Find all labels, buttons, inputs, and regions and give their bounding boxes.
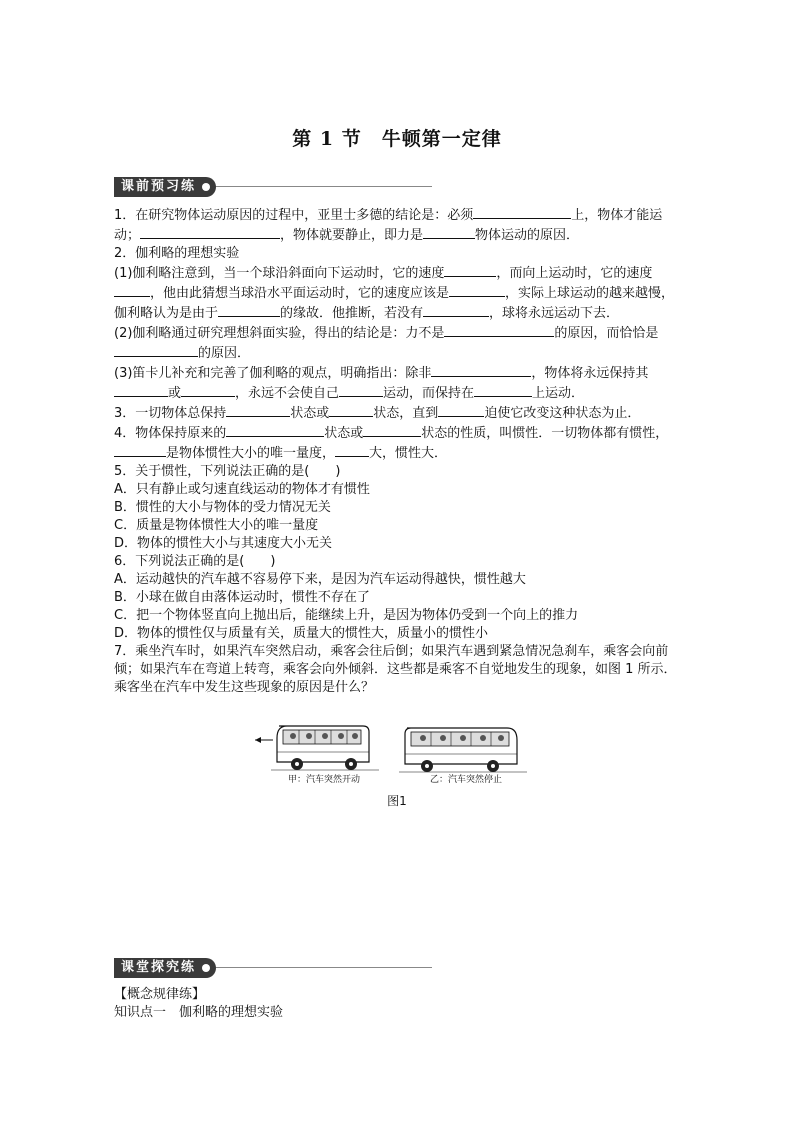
page-title: 第 1 节 牛顿第一定律 — [292, 128, 502, 150]
bullet-dot-icon — [202, 183, 210, 191]
fill-blank — [438, 403, 484, 417]
question-5-option-b: B．惯性的大小与物体的受力情况无关 — [114, 500, 331, 515]
fill-blank — [329, 403, 373, 417]
fill-blank — [431, 363, 531, 377]
fill-blank — [339, 383, 383, 397]
fill-blank — [226, 403, 290, 417]
fill-blank — [444, 263, 496, 277]
question-6-option-c: C．把一个物体竖直向上抛出后，能继续上升，是因为物体仍受到一个向上的推力 — [114, 608, 579, 623]
practice-heading: 【概念规律练】 — [114, 987, 206, 1002]
section-label-class — [114, 958, 216, 978]
question-5-option-c: C．质量是物体惯性大小的唯一量度 — [114, 518, 319, 533]
fill-blank — [473, 205, 571, 219]
figure-number: 图1 — [387, 794, 407, 808]
fill-blank — [423, 225, 475, 239]
fill-blank — [449, 283, 505, 297]
question-6-option-d: D．物体的惯性仅与质量有关，质量大的惯性大，质量小的惯性小 — [114, 626, 489, 641]
fill-blank — [114, 383, 168, 397]
section-header-pre — [114, 177, 432, 197]
question-5-option-a: A．只有静止或匀速直线运动的物体才有惯性 — [114, 482, 370, 497]
fill-blank — [140, 225, 280, 239]
question-5-option-d: D．物体的惯性大小与其速度大小无关 — [114, 536, 333, 551]
fill-blank — [444, 323, 554, 337]
question-2-heading: 2．伽利略的理想实验 — [114, 246, 240, 261]
fill-blank — [423, 303, 489, 317]
question-3: 3．一切物体总保持 状态或 状态，直到 迫使它改变这种状态为止． — [114, 403, 682, 423]
fill-blank — [226, 423, 324, 437]
fill-blank — [114, 443, 166, 457]
question-1: 1．在研究物体运动原因的过程中，亚里士多德的结论是：必须 上，物体才能运动； ，物体就要静止，即力是 物体运动的原因． — [114, 205, 682, 245]
section-divider — [214, 967, 432, 968]
fill-blank — [335, 443, 369, 457]
question-2-part-3: (3)笛卡儿补充和完善了伽利略的观点，明确指出：除非 ，物体将永远保持其或 ，永远不会使自己 运动，而保持在 上运动． — [114, 363, 682, 403]
fill-blank — [181, 383, 235, 397]
fill-blank — [218, 303, 280, 317]
question-6-option-b: B．小球在做自由落体运动时，惯性不存在了 — [114, 590, 370, 605]
fill-blank — [114, 343, 198, 357]
question-6-option-a: A．运动越快的汽车越不容易停下来，是因为汽车运动得越快，惯性越大 — [114, 572, 526, 587]
section-label-text: 课前预习练 — [121, 179, 197, 194]
fill-blank — [474, 383, 532, 397]
section-label-text: 课堂探究练 — [121, 960, 197, 975]
section-header-class — [114, 958, 432, 978]
fill-blank — [363, 423, 421, 437]
question-6-stem: 6．下列说法正确的是( ) — [114, 554, 276, 569]
knowledge-point-title: 知识点一 伽利略的理想实验 — [114, 1005, 284, 1020]
question-7: 7．乘坐汽车时，如果汽车突然启动，乘客会往后倒；如果汽车遇到紧急情况急刹车，乘客会向前倾；如果汽车在弯道上转弯，乘客会向外倾斜．这些都是乘客不自觉地发生的现象，如图 1 所示．乘客坐在汽车中发生这些现象的原因是什么？ — [114, 644, 677, 695]
fill-blank — [114, 283, 150, 297]
figure-caption-left: 甲：汽车突然开动 — [288, 775, 361, 785]
section-label-pre — [114, 177, 216, 197]
pre-study-questions — [114, 205, 682, 697]
figure-caption-right: 乙：汽车突然停止 — [430, 775, 503, 785]
bus-stopping-icon — [399, 728, 527, 772]
section-divider — [214, 186, 432, 187]
question-2-part-1: (1)伽利略注意到，当一个球沿斜面向下运动时，它的速度 ，而向上运动时，它的速度，他由此猜想当球沿水平面运动时，它的速度应该是 ，实际上球运动的越来越慢，伽利略认为是由于 的缘故．他推断，若没有 ，球将永远运动下去． — [114, 263, 682, 323]
question-5-stem: 5．关于惯性，下列说法正确的是( ) — [114, 464, 341, 479]
bullet-dot-icon — [202, 964, 210, 972]
question-2-part-2: (2)伽利略通过研究理想斜面实验，得出的结论是：力不是 的原因，而恰恰是的原因． — [114, 323, 682, 363]
question-4: 4．物体保持原来的 状态或 状态的性质，叫惯性．一切物体都有惯性，是物体惯性大小的唯一量度， 大，惯性大． — [114, 423, 682, 463]
bus-starting-icon — [255, 726, 379, 770]
